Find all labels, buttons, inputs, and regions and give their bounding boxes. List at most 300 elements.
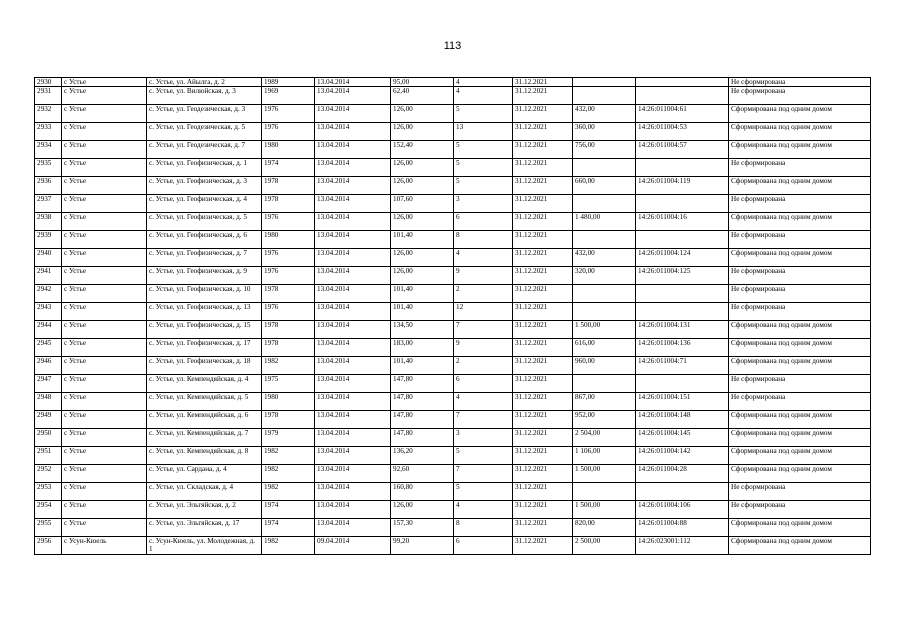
cell-address: с. Устье, ул. Геофизическая, д. 10 — [147, 285, 262, 303]
cell-address: с. Устье, ул. Геофизическая, д. 9 — [147, 267, 262, 285]
cell-cadastral-number: 14:26:011004:131 — [636, 321, 729, 339]
cell-land-status: Сформирована под одним домом — [729, 213, 871, 231]
cell-settlement: с Устье — [62, 78, 147, 87]
table-row — [35, 339, 871, 357]
cell-address: с. Устье, ул. Вилюйская, д. 3 — [147, 87, 262, 105]
cell-cadastral-number: 14:26:011004:57 — [636, 141, 729, 159]
cell-settlement: с Устье — [62, 429, 147, 447]
table-row — [35, 393, 871, 411]
cell-reg-date: 13.04.2014 — [315, 78, 391, 87]
cell-land-area: 1 500,00 — [573, 501, 636, 519]
cell-row-number: 2935 — [35, 159, 62, 177]
cell-land-area: 756,00 — [573, 141, 636, 159]
cell-land-area: 2 500,00 — [573, 537, 636, 555]
cell-row-number: 2949 — [35, 411, 62, 429]
cell-cadastral-number — [636, 285, 729, 303]
table-row — [35, 537, 871, 555]
cell-apartments: 5 — [454, 177, 513, 195]
cell-build-year: 1976 — [262, 123, 315, 141]
table-row — [35, 501, 871, 519]
cell-build-year: 1978 — [262, 411, 315, 429]
cell-row-number: 2933 — [35, 123, 62, 141]
cell-row-number: 2936 — [35, 177, 62, 195]
cell-address: с. Устье, ул. Геофизическая, д. 13 — [147, 303, 262, 321]
table-row — [35, 141, 871, 159]
cell-deadline-date: 31.12.2021 — [513, 429, 573, 447]
cell-cadastral-number: 14:26:011004:16 — [636, 213, 729, 231]
cell-reg-date: 13.04.2014 — [315, 375, 391, 393]
cell-apartments: 9 — [454, 339, 513, 357]
cell-build-year: 1982 — [262, 465, 315, 483]
cell-apartments: 2 — [454, 285, 513, 303]
cell-row-number: 2946 — [35, 357, 62, 375]
cell-area: 157,30 — [391, 519, 454, 537]
cell-build-year: 1982 — [262, 447, 315, 465]
cell-area: 147,80 — [391, 429, 454, 447]
cell-row-number: 2945 — [35, 339, 62, 357]
cell-apartments: 5 — [454, 159, 513, 177]
cell-cadastral-number — [636, 303, 729, 321]
table-row — [35, 159, 871, 177]
cell-area: 62,40 — [391, 87, 454, 105]
cell-row-number: 2955 — [35, 519, 62, 537]
cell-area: 152,40 — [391, 141, 454, 159]
cell-build-year: 1979 — [262, 429, 315, 447]
cell-settlement: с Устье — [62, 519, 147, 537]
page-number: 113 — [443, 40, 462, 52]
housing-register-table — [34, 77, 871, 555]
cell-deadline-date: 31.12.2021 — [513, 123, 573, 141]
cell-land-area — [573, 87, 636, 105]
cell-land-status: Не сформирована — [729, 159, 871, 177]
cell-reg-date: 13.04.2014 — [315, 159, 391, 177]
cell-apartments: 4 — [454, 87, 513, 105]
cell-land-area — [573, 231, 636, 249]
cell-land-status: Не сформирована — [729, 195, 871, 213]
cell-apartments: 5 — [454, 141, 513, 159]
cell-cadastral-number — [636, 195, 729, 213]
cell-reg-date: 13.04.2014 — [315, 285, 391, 303]
table-row — [35, 123, 871, 141]
cell-reg-date: 13.04.2014 — [315, 429, 391, 447]
cell-build-year: 1978 — [262, 339, 315, 357]
cell-cadastral-number: 14:26:011004:136 — [636, 339, 729, 357]
cell-settlement: с Устье — [62, 141, 147, 159]
cell-build-year: 1980 — [262, 231, 315, 249]
cell-reg-date: 13.04.2014 — [315, 267, 391, 285]
cell-row-number: 2932 — [35, 105, 62, 123]
cell-area: 126,00 — [391, 177, 454, 195]
cell-row-number: 2939 — [35, 231, 62, 249]
cell-land-status: Не сформирована — [729, 267, 871, 285]
cell-land-area: 1 500,00 — [573, 321, 636, 339]
cell-area: 126,00 — [391, 123, 454, 141]
cell-land-status: Не сформирована — [729, 78, 871, 87]
cell-reg-date: 13.04.2014 — [315, 501, 391, 519]
cell-settlement: с Устье — [62, 87, 147, 105]
cell-deadline-date: 31.12.2021 — [513, 195, 573, 213]
cell-deadline-date: 31.12.2021 — [513, 159, 573, 177]
cell-apartments: 4 — [454, 393, 513, 411]
cell-land-status: Сформирована под одним домом — [729, 339, 871, 357]
cell-reg-date: 13.04.2014 — [315, 87, 391, 105]
cell-apartments: 9 — [454, 267, 513, 285]
cell-land-area: 1 480,00 — [573, 213, 636, 231]
cell-cadastral-number: 14:26:011004:88 — [636, 519, 729, 537]
cell-apartments: 3 — [454, 429, 513, 447]
cell-build-year: 1975 — [262, 375, 315, 393]
cell-build-year: 1982 — [262, 357, 315, 375]
cell-address: с. Устье, ул. Геодезическая, д. 5 — [147, 123, 262, 141]
cell-deadline-date: 31.12.2021 — [513, 519, 573, 537]
cell-land-status: Не сформирована — [729, 393, 871, 411]
cell-area: 99,20 — [391, 537, 454, 555]
cell-cadastral-number — [636, 159, 729, 177]
cell-address: с. Усун-Кюель, ул. Молодежная, д. 1 — [147, 537, 262, 555]
cell-area: 126,00 — [391, 267, 454, 285]
cell-row-number: 2943 — [35, 303, 62, 321]
cell-land-status: Сформирована под одним домом — [729, 537, 871, 555]
cell-deadline-date: 31.12.2021 — [513, 285, 573, 303]
cell-reg-date: 13.04.2014 — [315, 321, 391, 339]
cell-reg-date: 13.04.2014 — [315, 195, 391, 213]
cell-area: 126,00 — [391, 105, 454, 123]
cell-land-area — [573, 78, 636, 87]
table-row — [35, 285, 871, 303]
cell-cadastral-number: 14:26:011004:28 — [636, 465, 729, 483]
cell-address: с. Устье, ул. Геофизическая, д. 4 — [147, 195, 262, 213]
cell-apartments: 6 — [454, 537, 513, 555]
cell-settlement: с Усун-Кюель — [62, 537, 147, 555]
table-row — [35, 195, 871, 213]
cell-deadline-date: 31.12.2021 — [513, 213, 573, 231]
cell-build-year: 1980 — [262, 393, 315, 411]
cell-deadline-date: 31.12.2021 — [513, 357, 573, 375]
cell-apartments: 6 — [454, 375, 513, 393]
cell-land-status: Не сформирована — [729, 303, 871, 321]
cell-land-area: 660,00 — [573, 177, 636, 195]
cell-apartments: 4 — [454, 501, 513, 519]
cell-build-year: 1976 — [262, 213, 315, 231]
cell-build-year: 1978 — [262, 285, 315, 303]
cell-land-area: 960,00 — [573, 357, 636, 375]
cell-row-number: 2948 — [35, 393, 62, 411]
cell-area: 107,60 — [391, 195, 454, 213]
cell-build-year: 1982 — [262, 483, 315, 501]
table-row — [35, 303, 871, 321]
cell-deadline-date: 31.12.2021 — [513, 231, 573, 249]
cell-cadastral-number: 14:26:011004:53 — [636, 123, 729, 141]
cell-area: 126,00 — [391, 249, 454, 267]
cell-area: 101,40 — [391, 285, 454, 303]
cell-land-area: 867,00 — [573, 393, 636, 411]
cell-reg-date: 13.04.2014 — [315, 123, 391, 141]
cell-row-number: 2930 — [35, 78, 62, 87]
cell-land-status: Сформирована под одним домом — [729, 357, 871, 375]
cell-address: с. Устье, ул. Геофизическая, д. 1 — [147, 159, 262, 177]
cell-build-year: 1982 — [262, 537, 315, 555]
cell-row-number: 2956 — [35, 537, 62, 555]
table-row — [35, 483, 871, 501]
cell-deadline-date: 31.12.2021 — [513, 501, 573, 519]
cell-apartments: 4 — [454, 78, 513, 87]
cell-build-year: 1969 — [262, 87, 315, 105]
cell-build-year: 1980 — [262, 141, 315, 159]
table-row — [35, 411, 871, 429]
cell-area: 126,00 — [391, 213, 454, 231]
cell-apartments: 2 — [454, 357, 513, 375]
cell-land-area — [573, 303, 636, 321]
table-row — [35, 429, 871, 447]
cell-reg-date: 13.04.2014 — [315, 303, 391, 321]
table-row — [35, 465, 871, 483]
cell-deadline-date: 31.12.2021 — [513, 303, 573, 321]
table-row — [35, 267, 871, 285]
cell-area: 147,80 — [391, 393, 454, 411]
cell-land-area — [573, 483, 636, 501]
cell-build-year: 1976 — [262, 249, 315, 267]
cell-settlement: с Устье — [62, 285, 147, 303]
cell-cadastral-number — [636, 483, 729, 501]
cell-deadline-date: 31.12.2021 — [513, 267, 573, 285]
cell-build-year: 1974 — [262, 501, 315, 519]
cell-area: 126,00 — [391, 159, 454, 177]
cell-row-number: 2938 — [35, 213, 62, 231]
cell-land-status: Не сформирована — [729, 375, 871, 393]
table-row — [35, 249, 871, 267]
cell-address: с. Устье, ул. Сардана, д. 4 — [147, 465, 262, 483]
cell-apartments: 8 — [454, 231, 513, 249]
cell-cadastral-number — [636, 87, 729, 105]
table-row — [35, 375, 871, 393]
cell-settlement: с Устье — [62, 105, 147, 123]
cell-area: 147,80 — [391, 375, 454, 393]
cell-row-number: 2950 — [35, 429, 62, 447]
cell-build-year: 1989 — [262, 78, 315, 87]
cell-area: 95,00 — [391, 78, 454, 87]
cell-reg-date: 13.04.2014 — [315, 249, 391, 267]
cell-land-status: Не сформирована — [729, 87, 871, 105]
cell-reg-date: 13.04.2014 — [315, 483, 391, 501]
cell-cadastral-number: 14:26:011004:148 — [636, 411, 729, 429]
cell-cadastral-number: 14:26:011004:125 — [636, 267, 729, 285]
cell-address: с. Устье, ул. Кемпендяйская, д. 4 — [147, 375, 262, 393]
cell-reg-date: 13.04.2014 — [315, 465, 391, 483]
cell-settlement: с Устье — [62, 393, 147, 411]
cell-settlement: с Устье — [62, 177, 147, 195]
table-row — [35, 447, 871, 465]
cell-area: 101,40 — [391, 357, 454, 375]
cell-land-area: 432,00 — [573, 249, 636, 267]
cell-address: с. Устье, ул. Геофизическая, д. 3 — [147, 177, 262, 195]
cell-row-number: 2937 — [35, 195, 62, 213]
cell-area: 92,60 — [391, 465, 454, 483]
table-row — [35, 177, 871, 195]
cell-land-status: Не сформирована — [729, 483, 871, 501]
cell-reg-date: 13.04.2014 — [315, 105, 391, 123]
cell-address: с. Устье, ул. Кемпендяйская, д. 6 — [147, 411, 262, 429]
cell-row-number: 2951 — [35, 447, 62, 465]
cell-address: с. Устье, ул. Геофизическая, д. 6 — [147, 231, 262, 249]
cell-row-number: 2934 — [35, 141, 62, 159]
cell-cadastral-number: 14:26:011004:151 — [636, 393, 729, 411]
cell-area: 134,50 — [391, 321, 454, 339]
cell-address: с. Устье, ул. Эльгяйская, д. 2 — [147, 501, 262, 519]
cell-land-area: 820,00 — [573, 519, 636, 537]
cell-land-status: Не сформирована — [729, 231, 871, 249]
cell-land-area — [573, 375, 636, 393]
cell-apartments: 5 — [454, 483, 513, 501]
cell-land-status: Сформирована под одним домом — [729, 141, 871, 159]
cell-settlement: с Устье — [62, 249, 147, 267]
cell-settlement: с Устье — [62, 501, 147, 519]
cell-address: с. Устье, ул. Кемпендяйская, д. 7 — [147, 429, 262, 447]
cell-deadline-date: 31.12.2021 — [513, 375, 573, 393]
cell-address: с. Устье, ул. Кемпендяйская, д. 8 — [147, 447, 262, 465]
cell-apartments: 8 — [454, 519, 513, 537]
cell-apartments: 12 — [454, 303, 513, 321]
cell-row-number: 2953 — [35, 483, 62, 501]
cell-deadline-date: 31.12.2021 — [513, 447, 573, 465]
cell-land-status: Сформирована под одним домом — [729, 249, 871, 267]
cell-deadline-date: 31.12.2021 — [513, 465, 573, 483]
cell-land-status: Не сформирована — [729, 501, 871, 519]
cell-build-year: 1974 — [262, 519, 315, 537]
cell-build-year: 1974 — [262, 159, 315, 177]
cell-area: 147,80 — [391, 411, 454, 429]
cell-cadastral-number: 14:26:011004:71 — [636, 357, 729, 375]
cell-area: 101,40 — [391, 303, 454, 321]
cell-land-status: Сформирована под одним домом — [729, 105, 871, 123]
cell-cadastral-number — [636, 231, 729, 249]
cell-deadline-date: 31.12.2021 — [513, 339, 573, 357]
cell-area: 126,00 — [391, 501, 454, 519]
cell-address: с. Устье, ул. Эльгяйская, д. 17 — [147, 519, 262, 537]
cell-land-area — [573, 159, 636, 177]
cell-settlement: с Устье — [62, 123, 147, 141]
cell-reg-date: 09.04.2014 — [315, 537, 391, 555]
cell-apartments: 5 — [454, 447, 513, 465]
table-row — [35, 78, 871, 87]
cell-land-area: 1 106,00 — [573, 447, 636, 465]
cell-land-area: 952,00 — [573, 411, 636, 429]
cell-settlement: с Устье — [62, 213, 147, 231]
cell-land-status: Сформирована под одним домом — [729, 177, 871, 195]
cell-address: с. Устье, ул. Кемпендяйская, д. 5 — [147, 393, 262, 411]
cell-cadastral-number: 14:26:011004:119 — [636, 177, 729, 195]
cell-land-status: Сформирована под одним домом — [729, 429, 871, 447]
cell-deadline-date: 31.12.2021 — [513, 483, 573, 501]
cell-apartments: 13 — [454, 123, 513, 141]
cell-apartments: 4 — [454, 249, 513, 267]
cell-apartments: 6 — [454, 213, 513, 231]
cell-address: с. Устье, ул. Геофизическая, д. 17 — [147, 339, 262, 357]
cell-land-status: Не сформирована — [729, 285, 871, 303]
cell-address: с. Устье, ул. Геофизическая, д. 5 — [147, 213, 262, 231]
cell-build-year: 1976 — [262, 105, 315, 123]
cell-area: 136,20 — [391, 447, 454, 465]
cell-settlement: с Устье — [62, 231, 147, 249]
cell-deadline-date: 31.12.2021 — [513, 105, 573, 123]
table-row — [35, 105, 871, 123]
cell-reg-date: 13.04.2014 — [315, 177, 391, 195]
cell-cadastral-number: 14:26:011004:145 — [636, 429, 729, 447]
cell-deadline-date: 31.12.2021 — [513, 78, 573, 87]
cell-address: с. Устье, ул. Геодезическая, д. 3 — [147, 105, 262, 123]
cell-deadline-date: 31.12.2021 — [513, 249, 573, 267]
cell-cadastral-number: 14:26:011004:142 — [636, 447, 729, 465]
cell-settlement: с Устье — [62, 375, 147, 393]
cell-build-year: 1978 — [262, 177, 315, 195]
cell-deadline-date: 31.12.2021 — [513, 87, 573, 105]
table-row — [35, 357, 871, 375]
table-row — [35, 87, 871, 105]
cell-row-number: 2931 — [35, 87, 62, 105]
cell-address: с. Устье, ул. Айылга, д. 2 — [147, 78, 262, 87]
cell-apartments: 7 — [454, 465, 513, 483]
cell-build-year: 1978 — [262, 195, 315, 213]
cell-address: с. Устье, ул. Складская, д. 4 — [147, 483, 262, 501]
cell-deadline-date: 31.12.2021 — [513, 321, 573, 339]
cell-row-number: 2941 — [35, 267, 62, 285]
cell-deadline-date: 31.12.2021 — [513, 393, 573, 411]
cell-row-number: 2954 — [35, 501, 62, 519]
cell-address: с. Устье, ул. Геодезическая, д. 7 — [147, 141, 262, 159]
cell-land-area: 616,00 — [573, 339, 636, 357]
cell-land-area: 360,00 — [573, 123, 636, 141]
cell-reg-date: 13.04.2014 — [315, 339, 391, 357]
cell-reg-date: 13.04.2014 — [315, 447, 391, 465]
cell-apartments: 3 — [454, 195, 513, 213]
cell-row-number: 2940 — [35, 249, 62, 267]
cell-reg-date: 13.04.2014 — [315, 141, 391, 159]
cell-row-number: 2944 — [35, 321, 62, 339]
cell-settlement: с Устье — [62, 465, 147, 483]
cell-apartments: 7 — [454, 411, 513, 429]
cell-area: 183,00 — [391, 339, 454, 357]
cell-row-number: 2952 — [35, 465, 62, 483]
cell-land-status: Сформирована под одним домом — [729, 411, 871, 429]
cell-reg-date: 13.04.2014 — [315, 393, 391, 411]
cell-settlement: с Устье — [62, 411, 147, 429]
cell-cadastral-number: 14:26:011004:106 — [636, 501, 729, 519]
cell-land-status: Сформирована под одним домом — [729, 519, 871, 537]
cell-row-number: 2947 — [35, 375, 62, 393]
cell-reg-date: 13.04.2014 — [315, 411, 391, 429]
cell-address: с. Устье, ул. Геофизическая, д. 18 — [147, 357, 262, 375]
cell-settlement: с Устье — [62, 483, 147, 501]
cell-settlement: с Устье — [62, 447, 147, 465]
cell-cadastral-number: 14:26:011004:61 — [636, 105, 729, 123]
cell-address: с. Устье, ул. Геофизическая, д. 7 — [147, 249, 262, 267]
table-row — [35, 213, 871, 231]
cell-deadline-date: 31.12.2021 — [513, 537, 573, 555]
cell-cadastral-number — [636, 78, 729, 87]
cell-cadastral-number: 14:26:023001:112 — [636, 537, 729, 555]
cell-reg-date: 13.04.2014 — [315, 519, 391, 537]
cell-apartments: 5 — [454, 105, 513, 123]
cell-settlement: с Устье — [62, 321, 147, 339]
cell-reg-date: 13.04.2014 — [315, 213, 391, 231]
cell-land-status: Сформирована под одним домом — [729, 465, 871, 483]
cell-deadline-date: 31.12.2021 — [513, 177, 573, 195]
cell-settlement: с Устье — [62, 357, 147, 375]
table-row — [35, 519, 871, 537]
cell-land-status: Сформирована под одним домом — [729, 447, 871, 465]
cell-land-area — [573, 195, 636, 213]
cell-settlement: с Устье — [62, 303, 147, 321]
cell-row-number: 2942 — [35, 285, 62, 303]
